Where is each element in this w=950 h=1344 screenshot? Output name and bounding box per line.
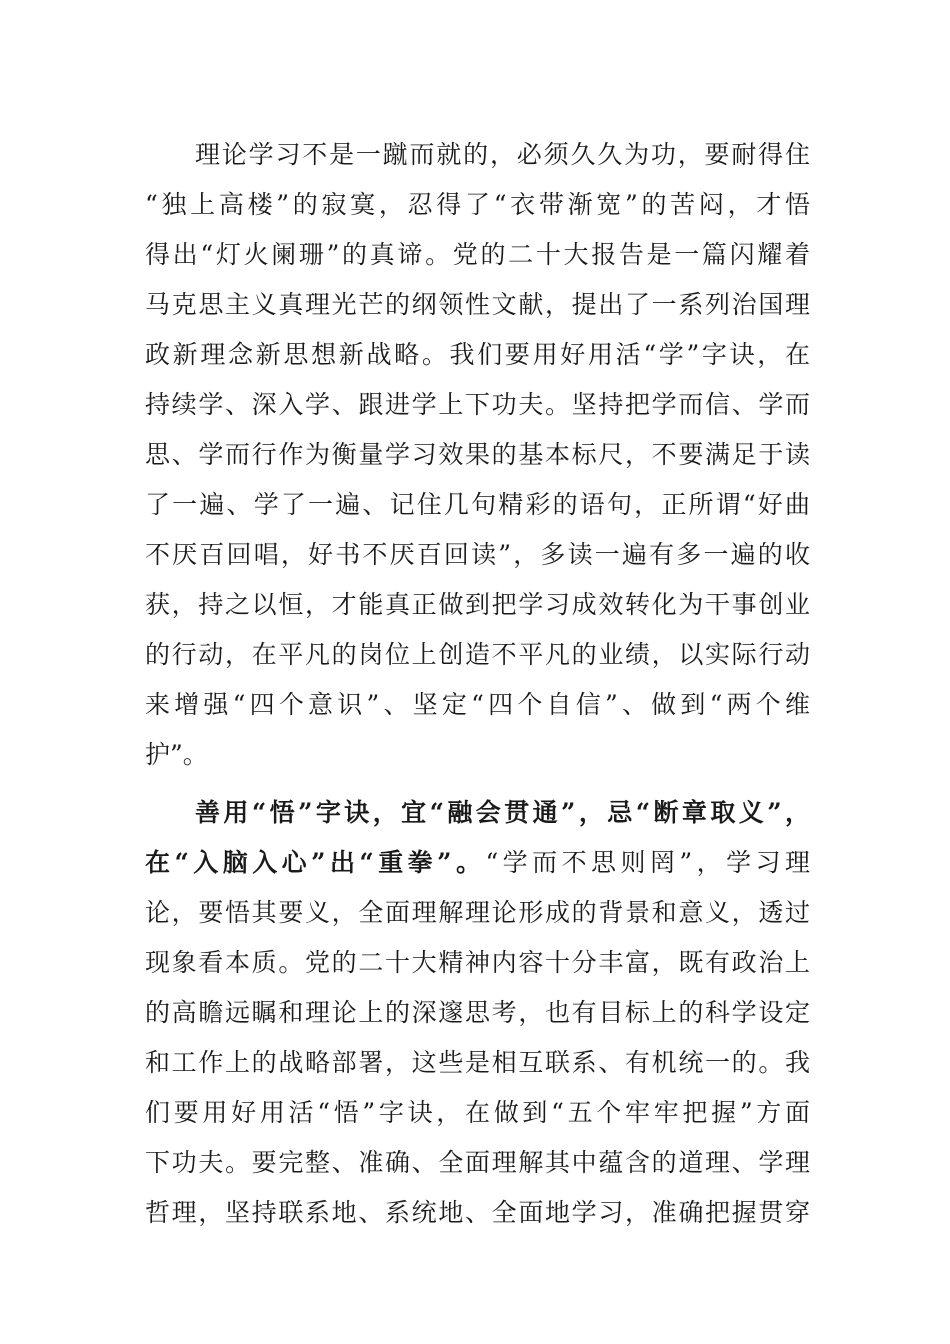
paragraph-2-line-1 — [145, 788, 810, 838]
text-segment: 思、学而行作为衡量学习效果的基本标尺，不要满足于读 — [145, 440, 810, 469]
text-segment: 的行动，在平凡的岗位上创造不平凡的业绩，以实际行动 — [145, 640, 810, 669]
text-segment: 了一遍、学了一遍、记住几句精彩的语句，正所谓“好曲 — [145, 490, 810, 519]
bold-heading-segment: 善用“悟”字诀，宜“融会贯通”，忌“断章取义”， — [195, 798, 810, 827]
paragraph-1-line-5 — [145, 330, 810, 380]
paragraph-2-line-6 — [145, 1038, 810, 1088]
text-segment: 来增强“四个意识”、坚定“四个自信”、做到“两个维 — [145, 690, 810, 719]
text-segment: 论，要悟其要义，全面理解理论形成的背景和意义，透过 — [145, 898, 810, 927]
paragraph-2-line-5 — [145, 988, 810, 1038]
text-segment: 和工作上的战略部署，这些是相互联系、有机统一的。我 — [145, 1048, 810, 1077]
text-segment: “独上高楼”的寂寞，忍得了“衣带渐宽”的苦闷，才悟 — [145, 190, 810, 219]
text-segment: “学而不思则罔”，学习理 — [485, 848, 810, 877]
text-segment: 哲理，坚持联系地、系统地、全面地学习，准确把握贯穿 — [145, 1198, 810, 1227]
text-segment: 政新理念新思想新战略。我们要用好用活“学”字诀，在 — [145, 340, 810, 369]
text-segment: 理论学习不是一蹴而就的，必须久久为功，要耐得住 — [195, 140, 810, 169]
text-segment: 获，持之以恒，才能真正做到把学习成效转化为干事创业 — [145, 590, 810, 619]
text-segment: 不厌百回唱，好书不厌百回读”，多读一遍有多一遍的收 — [145, 540, 810, 569]
paragraph-2-line-4 — [145, 938, 810, 988]
paragraph-1-line-9 — [145, 530, 810, 580]
paragraph-1-line-10 — [145, 580, 810, 630]
text-segment: 持续学、深入学、跟进学上下功夫。坚持把学而信、学而 — [145, 390, 810, 419]
paragraph-1-line-8 — [145, 480, 810, 530]
paragraph-1-line-2 — [145, 180, 810, 230]
bold-heading-segment: 在“入脑入心”出“重拳”。 — [145, 848, 486, 877]
body-text — [145, 130, 810, 1238]
paragraph-1-line-12 — [145, 680, 810, 730]
paragraph-2-line-9 — [145, 1188, 810, 1238]
paragraph-1-line-11 — [145, 630, 810, 680]
text-segment: 护”。 — [145, 740, 208, 769]
paragraph-1-line-4 — [145, 280, 810, 330]
paragraph-1-line-13 — [145, 730, 810, 780]
paragraph-1-line-7 — [145, 430, 810, 480]
text-segment: 得出“灯火阑珊”的真谛。党的二十大报告是一篇闪耀着 — [145, 240, 810, 269]
text-segment: 的高瞻远瞩和理论上的深邃思考，也有目标上的科学设定 — [145, 998, 810, 1027]
paragraph-2-line-3 — [145, 888, 810, 938]
paragraph-2-line-7 — [145, 1088, 810, 1138]
text-segment: 马克思主义真理光芒的纲领性文献，提出了一系列治国理 — [145, 290, 810, 319]
paragraph-1-line-6 — [145, 380, 810, 430]
paragraph-2-line-2 — [145, 838, 810, 888]
text-segment: 现象看本质。党的二十大精神内容十分丰富，既有政治上 — [145, 948, 810, 977]
text-segment: 们要用好用活“悟”字诀，在做到“五个牢牢把握”方面 — [145, 1098, 810, 1127]
paragraph-1-line-1 — [145, 130, 810, 180]
paragraph-2-line-8 — [145, 1138, 810, 1188]
paragraph-1-line-3 — [145, 230, 810, 280]
text-segment: 下功夫。要完整、准确、全面理解其中蕴含的道理、学理 — [145, 1148, 810, 1177]
